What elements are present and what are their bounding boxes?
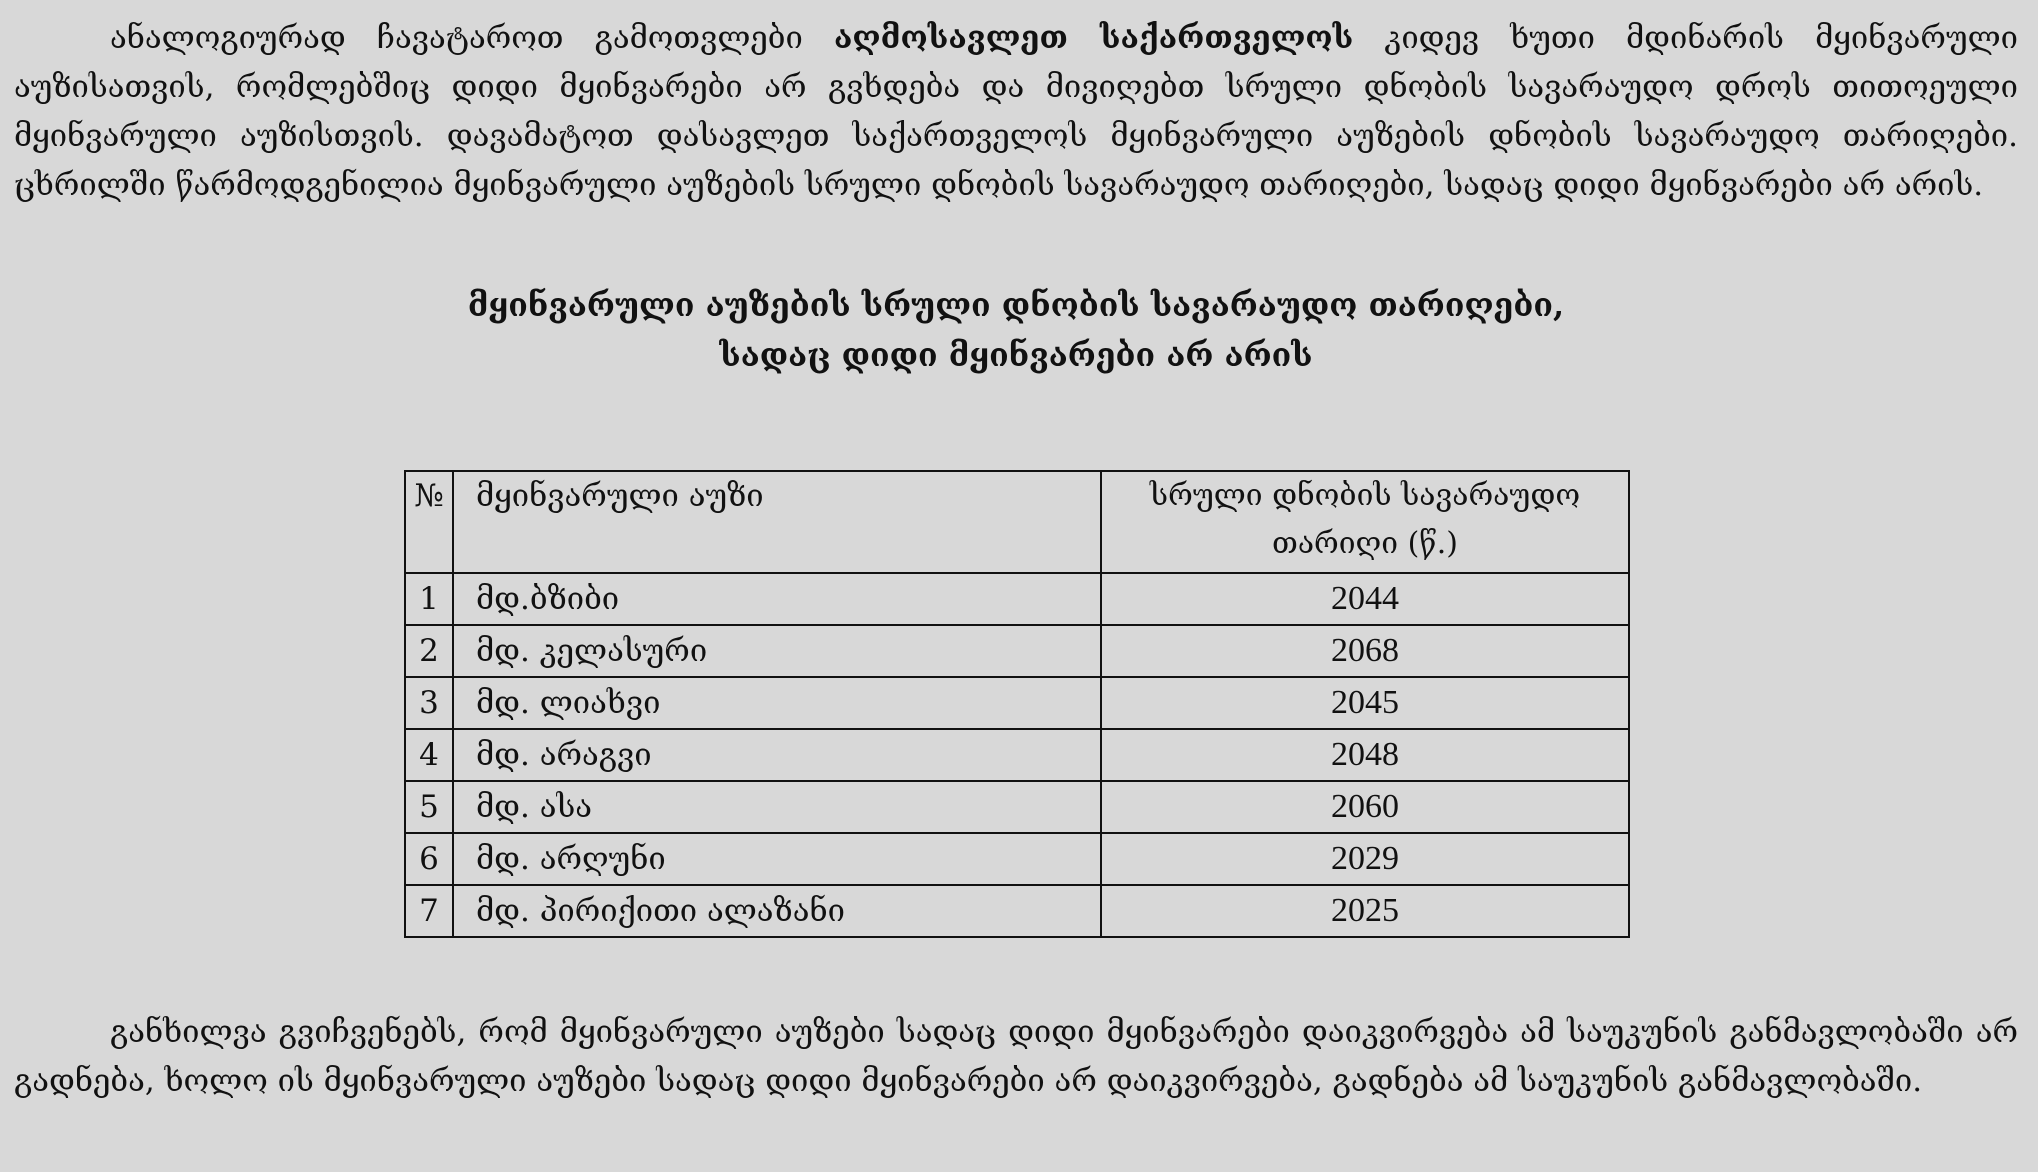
conclusion-paragraph: განხილვა გვიჩვენებს, რომ მყინვარული აუზები სადაც დიდი მყინვარები დაიკვირვება ამ საუკუნის განმავლობაში არ გადნება, ხოლო ის მყინვარული აუზები სადაც დიდი მყინვარები არ დაიკვირვება, გადნება ამ საუკუნის განმავლობაში. — [14, 1014, 2018, 1099]
row-year: 2029 — [1101, 833, 1629, 885]
row-year: 2045 — [1101, 677, 1629, 729]
row-basin: მდ. პირიქითი ალაზანი — [453, 885, 1101, 937]
header-basin: მყინვარული აუზი — [453, 471, 1101, 573]
row-year: 2048 — [1101, 729, 1629, 781]
row-number: 5 — [405, 781, 453, 833]
row-year: 2068 — [1101, 625, 1629, 677]
header-number: № — [405, 471, 453, 573]
header-date: სრული დნობის სავარაუდო თარიღი (წ.) — [1101, 471, 1629, 573]
row-basin: მდ. კელასური — [453, 625, 1101, 677]
row-basin: მდ. ლიახვი — [453, 677, 1101, 729]
row-year: 2060 — [1101, 781, 1629, 833]
table-row — [405, 573, 1629, 625]
table-row — [405, 885, 1629, 937]
table-row — [405, 729, 1629, 781]
table-row — [405, 833, 1629, 885]
row-year: 2044 — [1101, 573, 1629, 625]
table-row — [405, 781, 1629, 833]
intro-text-b: კიდევ ხუთი მდინარის მყინვარული აუზისათვის, რომლებშიც დიდი მყინვარები არ გვხდება და მივიღებთ სრული დნობის სავარაუდო დროს თითოეული მყინვარული აუზისთვის. დავამატოთ დასავლეთ საქართველოს მყინვარული აუზების დნობის სავარაუდო თარიღები. ცხრილში წარმოდგენილია მყინვარული აუზების სრული დნობის სავარაუდო თარიღები, სადაც დიდი მყინვარები არ არის. — [14, 20, 2018, 203]
row-basin: მდ.ბზიბი — [453, 573, 1101, 625]
table-title — [14, 280, 2018, 380]
row-number: 2 — [405, 625, 453, 677]
row-number: 1 — [405, 573, 453, 625]
intro-bold-region: აღმოსავლეთ საქართველოს — [833, 20, 1354, 56]
intro-paragraph — [14, 14, 2018, 210]
row-basin: მდ. არაგვი — [453, 729, 1101, 781]
table-row — [405, 677, 1629, 729]
glacier-melting-table — [404, 470, 1630, 938]
table-title-line-1: მყინვარული აუზების სრული დნობის სავარაუდო თარიღები, — [467, 286, 1565, 324]
table-row — [405, 625, 1629, 677]
table-title-line-2: სადაც დიდი მყინვარები არ არის — [719, 336, 1313, 374]
row-number: 3 — [405, 677, 453, 729]
row-basin: მდ. ასა — [453, 781, 1101, 833]
table-header-row — [405, 471, 1629, 573]
intro-text-a: ანალოგიურად ჩავატაროთ გამოთვლები — [110, 20, 803, 56]
row-number: 7 — [405, 885, 453, 937]
row-year: 2025 — [1101, 885, 1629, 937]
row-number: 6 — [405, 833, 453, 885]
document-page — [14, 14, 2018, 1158]
row-basin: მდ. არღუნი — [453, 833, 1101, 885]
row-number: 4 — [405, 729, 453, 781]
